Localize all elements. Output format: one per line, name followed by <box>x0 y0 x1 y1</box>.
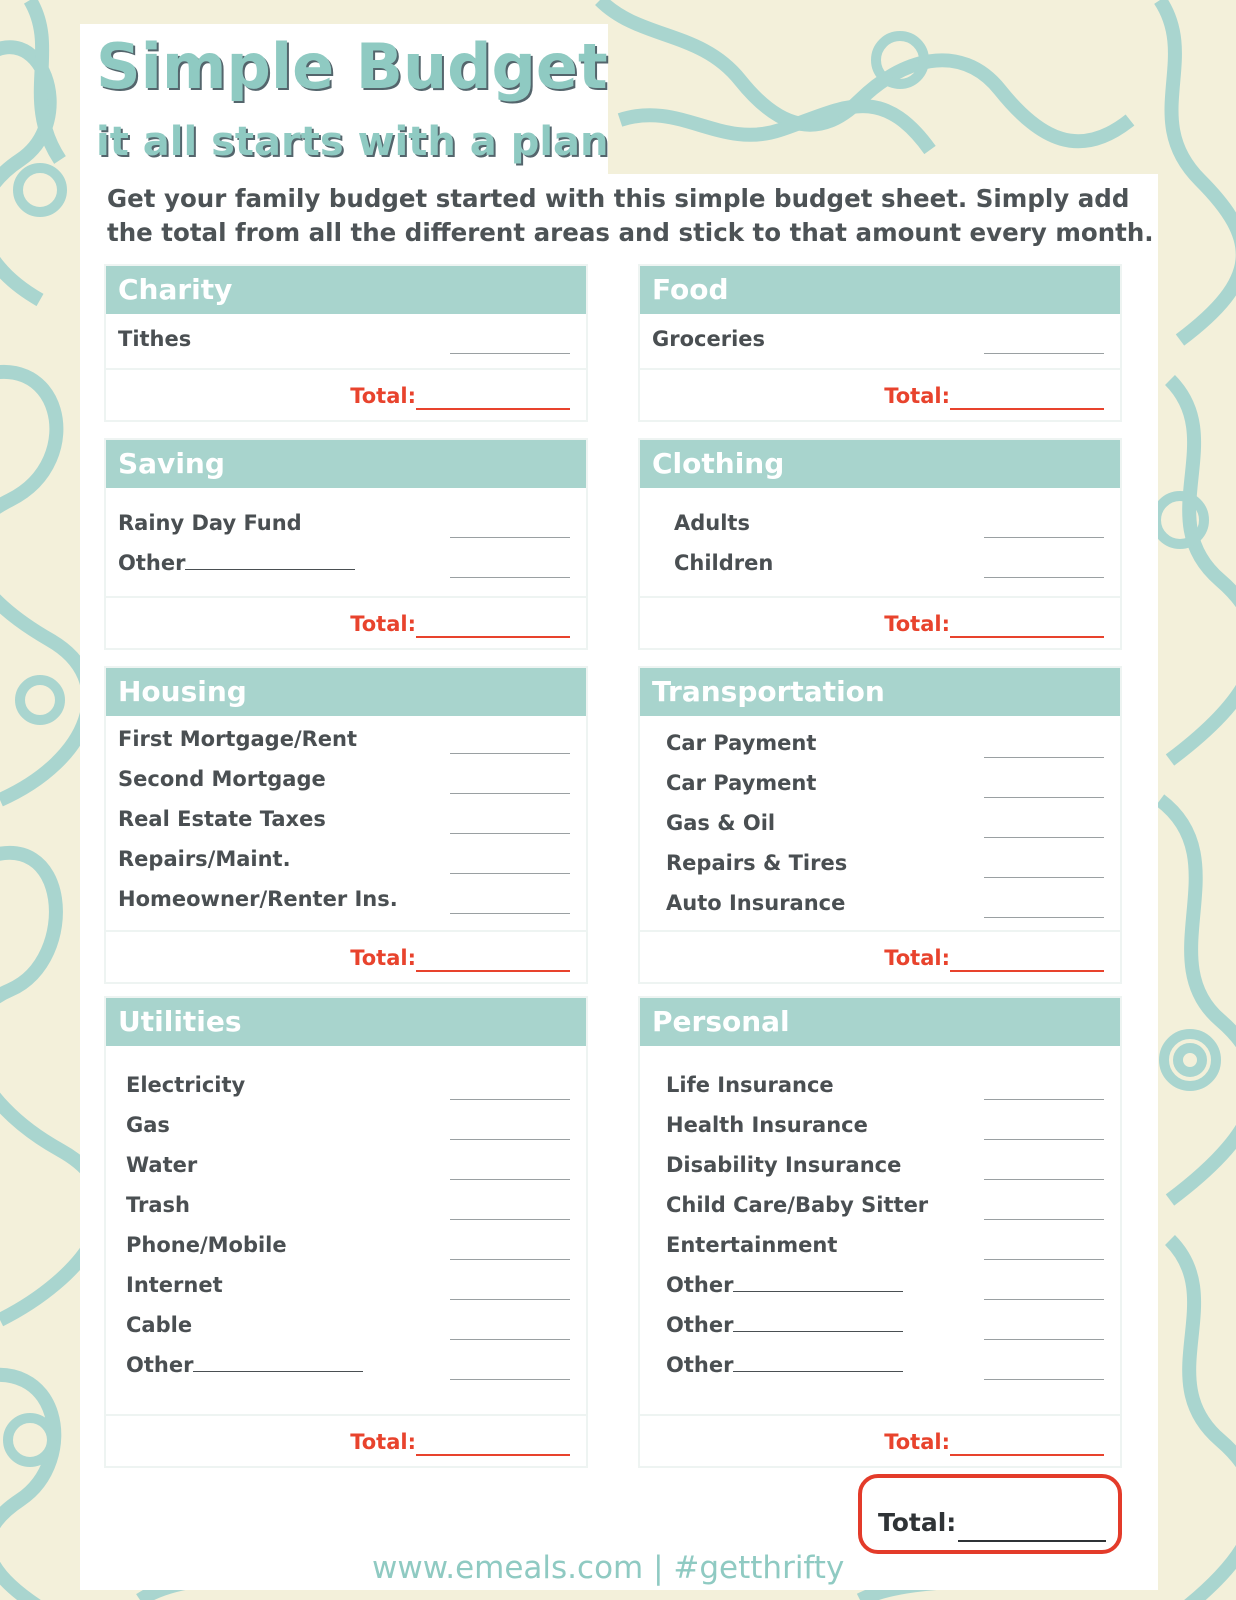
total-line[interactable] <box>950 408 1104 410</box>
item-label: Gas & Oil <box>666 811 776 835</box>
budget-item <box>126 1310 570 1340</box>
item-label: Electricity <box>126 1073 246 1097</box>
budget-item <box>666 1070 1104 1100</box>
amount-line[interactable] <box>984 353 1104 354</box>
item-label: Groceries <box>652 327 766 351</box>
amount-line[interactable] <box>984 837 1104 838</box>
budget-item <box>666 1190 1104 1220</box>
total-label: Total: <box>350 384 416 408</box>
total-label: Total: <box>884 1430 950 1454</box>
item-label: Gas <box>126 1113 170 1137</box>
total-line[interactable] <box>416 636 570 638</box>
amount-line[interactable] <box>984 797 1104 798</box>
amount-line[interactable] <box>984 1259 1104 1260</box>
other-name-line[interactable] <box>733 1271 903 1292</box>
amount-line[interactable] <box>450 793 570 794</box>
budget-item <box>118 508 570 538</box>
section-title: Clothing <box>640 440 1120 488</box>
other-name-line[interactable] <box>733 1311 903 1332</box>
budget-item <box>666 768 1104 798</box>
section-title: Housing <box>106 668 586 716</box>
budget-item <box>126 1270 570 1300</box>
budget-item <box>666 1230 1104 1260</box>
item-label: Other <box>666 1313 734 1337</box>
item-label: Tithes <box>118 327 192 351</box>
amount-line[interactable] <box>450 1379 570 1380</box>
section-charity <box>104 264 588 422</box>
total-label: Total: <box>884 946 950 970</box>
amount-line[interactable] <box>984 1139 1104 1140</box>
total-label: Total: <box>350 612 416 636</box>
section-personal <box>638 996 1122 1468</box>
section-title: Charity <box>106 266 586 314</box>
amount-line[interactable] <box>450 1299 570 1300</box>
item-label: Life Insurance <box>666 1073 834 1097</box>
item-label: Trash <box>126 1193 190 1217</box>
other-name-line[interactable] <box>193 1351 363 1372</box>
total-label: Total: <box>884 384 950 408</box>
grand-total-box <box>858 1474 1122 1554</box>
section-clothing <box>638 438 1122 650</box>
section-total <box>640 932 1120 982</box>
item-label: Auto Insurance <box>666 891 846 915</box>
budget-item <box>126 1350 570 1380</box>
total-line[interactable] <box>416 408 570 410</box>
section-housing <box>104 666 588 984</box>
budget-item <box>666 1350 1104 1380</box>
section-total <box>106 370 586 420</box>
item-label: Adults <box>674 511 750 535</box>
budget-item <box>118 764 570 794</box>
amount-line[interactable] <box>450 1139 570 1140</box>
item-label: Real Estate Taxes <box>118 807 326 831</box>
intro-text: Get your family budget started with this simple budget sheet. Simply add the total from all the different areas and stick to that amount every month. <box>107 184 1154 247</box>
amount-line[interactable] <box>984 577 1104 578</box>
section-total <box>640 598 1120 648</box>
item-label: Cable <box>126 1313 193 1337</box>
amount-line[interactable] <box>450 753 570 754</box>
amount-line[interactable] <box>984 537 1104 538</box>
item-label: Health Insurance <box>666 1113 868 1137</box>
item-label: Children <box>674 551 774 575</box>
other-name-line[interactable] <box>733 1351 903 1372</box>
grand-total-label: Total: <box>878 1508 957 1537</box>
budget-item <box>674 548 1104 578</box>
item-label: Disability Insurance <box>666 1153 902 1177</box>
budget-item <box>666 1270 1104 1300</box>
budget-item <box>118 724 570 754</box>
amount-line[interactable] <box>450 913 570 914</box>
item-label: Homeowner/Renter Ins. <box>118 887 398 911</box>
amount-line[interactable] <box>450 1259 570 1260</box>
amount-line[interactable] <box>984 757 1104 758</box>
amount-line[interactable] <box>450 577 570 578</box>
section-transportation <box>638 666 1122 984</box>
amount-line[interactable] <box>984 1179 1104 1180</box>
total-line[interactable] <box>416 1454 570 1456</box>
item-label: Internet <box>126 1273 223 1297</box>
budget-item <box>666 1110 1104 1140</box>
section-total <box>106 1416 586 1466</box>
item-label: Entertainment <box>666 1233 838 1257</box>
item-label: Car Payment <box>666 771 817 795</box>
budget-item <box>118 324 570 354</box>
section-total <box>640 370 1120 420</box>
section-title: Personal <box>640 998 1120 1046</box>
amount-line[interactable] <box>450 873 570 874</box>
budget-item <box>666 1150 1104 1180</box>
item-label: Car Payment <box>666 731 817 755</box>
other-name-line[interactable] <box>185 549 355 570</box>
amount-line[interactable] <box>450 1179 570 1180</box>
item-label: First Mortgage/Rent <box>118 727 358 751</box>
section-total <box>106 598 586 648</box>
section-title: Transportation <box>640 668 1120 716</box>
amount-line[interactable] <box>450 1099 570 1100</box>
section-saving <box>104 438 588 650</box>
budget-item <box>126 1110 570 1140</box>
section-utilities <box>104 996 588 1468</box>
page-title: Simple Budget <box>96 30 608 103</box>
amount-line[interactable] <box>450 353 570 354</box>
amount-line[interactable] <box>984 917 1104 918</box>
item-label: Child Care/Baby Sitter <box>666 1193 929 1217</box>
total-line[interactable] <box>950 636 1104 638</box>
budget-item <box>674 508 1104 538</box>
item-label: Repairs/Maint. <box>118 847 291 871</box>
item-label: Repairs & Tires <box>666 851 848 875</box>
budget-item <box>126 1150 570 1180</box>
budget-item <box>126 1230 570 1260</box>
total-label: Total: <box>350 946 416 970</box>
budget-item <box>652 324 1104 354</box>
amount-line[interactable] <box>450 833 570 834</box>
amount-line[interactable] <box>984 1219 1104 1220</box>
section-title: Saving <box>106 440 586 488</box>
total-label: Total: <box>884 612 950 636</box>
grand-total-line[interactable] <box>958 1540 1106 1542</box>
amount-line[interactable] <box>450 1219 570 1220</box>
section-total <box>106 932 586 982</box>
budget-item <box>666 808 1104 838</box>
amount-line[interactable] <box>984 1339 1104 1340</box>
item-label: Other <box>126 1353 194 1377</box>
section-food <box>638 264 1122 422</box>
budget-item <box>118 804 570 834</box>
total-line[interactable] <box>416 970 570 972</box>
section-title: Utilities <box>106 998 586 1046</box>
footer-link[interactable]: www.emeals.com | #getthrifty <box>372 1550 845 1586</box>
item-label: Other <box>118 551 186 575</box>
budget-item <box>126 1070 570 1100</box>
budget-item <box>666 1310 1104 1340</box>
item-label: Water <box>126 1153 198 1177</box>
amount-line[interactable] <box>984 1379 1104 1380</box>
total-line[interactable] <box>950 1454 1104 1456</box>
item-label: Phone/Mobile <box>126 1233 287 1257</box>
item-label: Other <box>666 1273 734 1297</box>
budget-item <box>126 1190 570 1220</box>
budget-item <box>666 848 1104 878</box>
page-subtitle: it all starts with a plan <box>96 119 609 165</box>
amount-line[interactable] <box>984 1099 1104 1100</box>
budget-item <box>118 548 570 578</box>
amount-line[interactable] <box>984 1299 1104 1300</box>
budget-item <box>666 728 1104 758</box>
item-label: Rainy Day Fund <box>118 511 302 535</box>
budget-item <box>118 844 570 874</box>
total-label: Total: <box>350 1430 416 1454</box>
total-line[interactable] <box>950 970 1104 972</box>
item-label: Second Mortgage <box>118 767 326 791</box>
amount-line[interactable] <box>450 1339 570 1340</box>
amount-line[interactable] <box>450 537 570 538</box>
budget-item <box>118 884 570 914</box>
section-total <box>640 1416 1120 1466</box>
amount-line[interactable] <box>984 877 1104 878</box>
section-title: Food <box>640 266 1120 314</box>
item-label: Other <box>666 1353 734 1377</box>
budget-item <box>666 888 1104 918</box>
